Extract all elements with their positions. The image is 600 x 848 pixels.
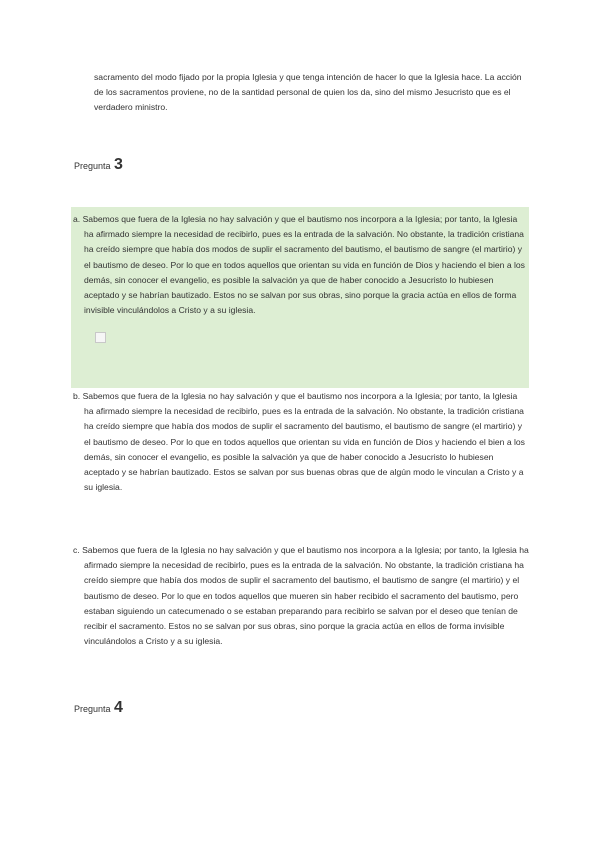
- question-4-heading: [74, 699, 123, 717]
- option-letter: a.: [73, 214, 81, 224]
- question-number: 3: [114, 156, 123, 173]
- option-b-body: [73, 389, 529, 495]
- option-letter: b.: [73, 391, 81, 401]
- option-text: Sabemos que fuera de la Iglesia no hay salvación y que el bautismo nos incorpora a la Iglesia; por tanto, la Iglesia ha afirmado siempre la necesidad de recibirlo, pues es la entrada de la salvación. No obstante, la tradición cristiana ha creído siempre que había dos modos de suplir el sacramento del bautismo, el bautismo de sangre (el martirio) y el bautismo de deseo. Por lo que en todos aquellos que orientan su vida en función de Dios y haciendo el bien a los demás, sin conocer el evangelio, es posible la salvación ya que de haber conocido a Jesucristo lo hubiesen aceptado y se habrían bautizado. Estos no se salvan por sus obras, sino porque la gracia actúa en ellos de forma invisible vinculándolos a Cristo y a su iglesia.: [82, 214, 525, 316]
- option-a-checkbox[interactable]: [95, 332, 106, 343]
- question-3-heading: [74, 156, 123, 174]
- intro-paragraph: sacramento del modo fijado por la propia Iglesia y que tenga intención de hacer lo que la Iglesia hace. La acción de los sacramentos proviene, no de la santidad personal de quien los da, sino del mismo Jesucristo que es el verdadero ministro.: [94, 72, 522, 113]
- question-label: Pregunta: [74, 704, 111, 714]
- option-c[interactable]: [73, 543, 529, 649]
- option-c-body: [73, 543, 529, 649]
- option-letter: c.: [73, 545, 80, 555]
- option-b[interactable]: [73, 389, 529, 495]
- question-label: Pregunta: [74, 161, 111, 171]
- option-a[interactable]: [73, 212, 529, 318]
- option-text: Sabemos que fuera de la Iglesia no hay salvación y que el bautismo nos incorpora a la Iglesia; por tanto, la Iglesia ha afirmado siempre la necesidad de recibirlo, pues es la entrada de la salvación. No obstante, la tradición cristiana ha creído siempre que había dos modos de suplir el sacramento del bautismo, el bautismo de sangre (el martirio) y el bautismo de deseo. Por lo que en todos aquellos que orientan su vida en función de Dios y haciendo el bien a los demás, sin conocer el evangelio, es posible la salvación ya que de haber conocido a Jesucristo lo hubiesen aceptado y se habrían bautizado. Estos se salvan por sus buenas obras que de algún modo le vinculan a Cristo y a su iglesia.: [82, 391, 525, 493]
- option-text: Sabemos que fuera de la Iglesia no hay salvación y que el bautismo nos incorpora a la Iglesia; por tanto, la Iglesia ha afirmado siempre la necesidad de recibirlo, pues es la entrada de la salvación. No obstante, la tradición cristiana ha creído siempre que había dos modos de suplir el sacramento del bautismo, el bautismo de sangre (el martirio) y el bautismo de deseo. Por lo que en todos aquellos que mueren sin haber recibido el sacramento del bautismo, pero estaban siguiendo un catecumenado o se estaban preparando para recibirlo se salvan por el deseo que tenían de recibir el sacramento. Estos no se salvan por sus obras, sino porque la gracia actúa en ellos de forma invisible vinculándolos a Cristo y a su iglesia.: [82, 545, 529, 647]
- question-number: 4: [114, 699, 123, 716]
- option-a-body: [73, 212, 529, 318]
